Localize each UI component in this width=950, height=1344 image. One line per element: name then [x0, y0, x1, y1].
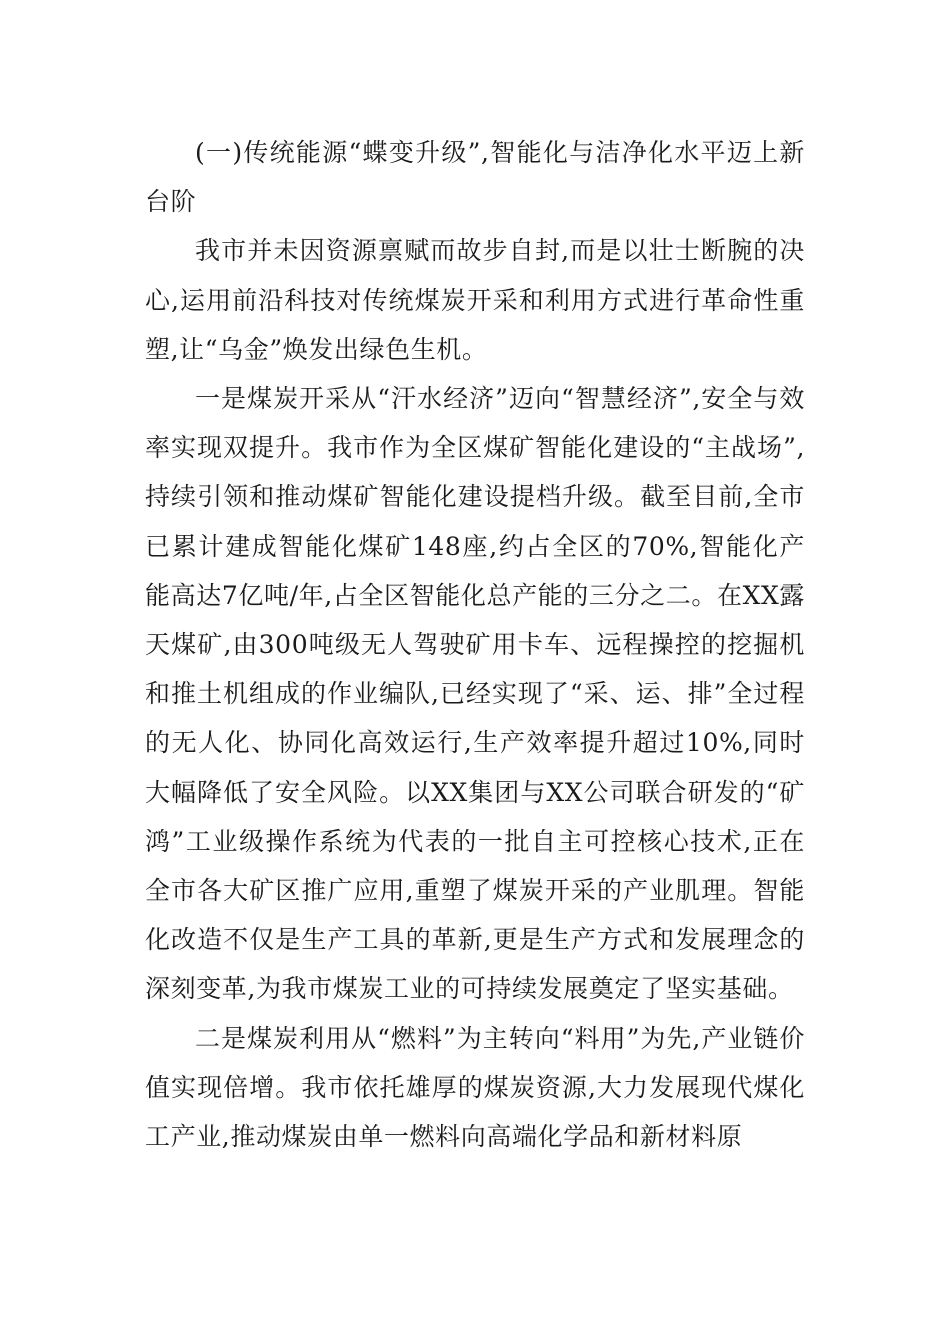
section-heading: (一)传统能源“蝶变升级”,智能化与洁净化水平迈上新台阶	[145, 138, 805, 217]
paragraph-coal-utilization: 二是煤炭利用从“燃料”为主转向“料用”为先,产业链价值实现倍增。我市依托雄厚的煤炭资源,大力发展现代煤化工产业,推动煤炭由单一燃料向高端化学品和新材料原	[145, 1023, 805, 1152]
paragraph-coal-mining: 一是煤炭开采从“汗水经济”迈向“智慧经济”,安全与效率实现双提升。我市作为全区煤矿智能化建设的“主战场”,持续引领和推动煤矿智能化建设提档升级。截至目前,全市已累计建成智能化煤矿148座,约占全区的70%,智能化产能高达7亿吨/年,占全区智能化总产能的三分之二。在XX露天煤矿,由300吨级无人驾驶矿用卡车、远程操控的挖掘机和推土机组成的作业编队,已经实现了“采、运、排”全过程的无人化、协同化高效运行,生产效率提升超过10%,同时大幅降低了安全风险。以XX集团与XX公司联合研发的“矿鸿”工业级操作系统为代表的一批自主可控核心技术,正在全市各大矿区推广应用,重塑了煤炭开采的产业肌理。智能化改造不仅是生产工具的革新,更是生产方式和发展理念的深刻变革,为我市煤炭工业的可持续发展奠定了坚实基础。	[145, 384, 805, 1004]
document-page	[145, 128, 805, 1161]
paragraph-intro: 我市并未因资源禀赋而故步自封,而是以壮士断腕的决心,运用前沿科技对传统煤炭开采和利用方式进行革命性重塑,让“乌金”焕发出绿色生机。	[145, 236, 805, 364]
